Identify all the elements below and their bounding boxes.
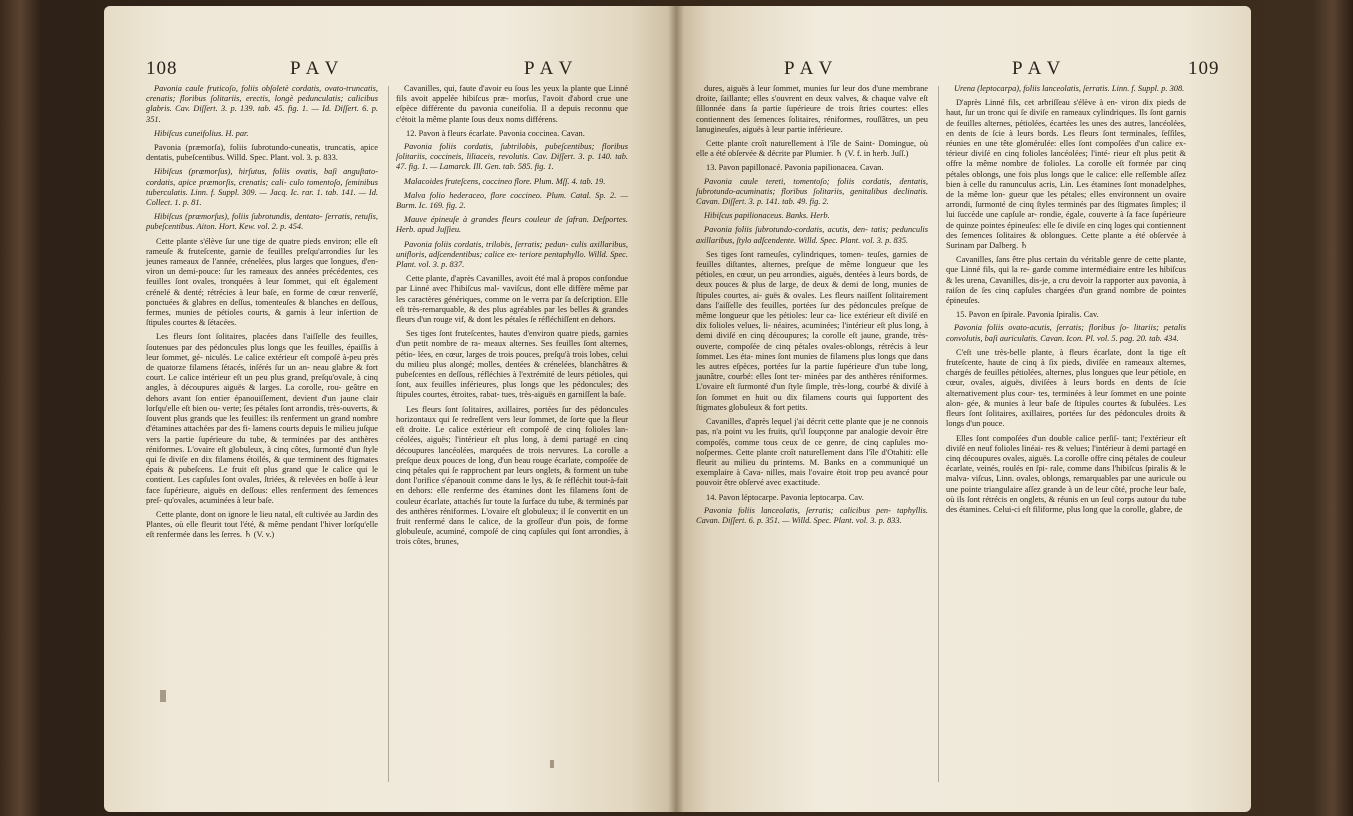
left-running-head <box>104 58 676 86</box>
left-running-title: P A V <box>290 58 340 79</box>
paragraph: Mauve épineuſe à grandes fleurs couleur de ſafran. Deſportes. Herb. apud Juſſieu. <box>396 215 628 235</box>
paragraph: Cavanilles, ſans être plus certain du véritable genre de cette plante, que Linné fils, qui la re- garde comme intermédiaire entre les hibiſcus & les urena, Cavanilles, dis-je, a cru devoir la rapporter aux pavonia, à raiſon de ſes cinq capſules chargées d'un grand nombre de pointes épineuſes. <box>946 255 1186 306</box>
paragraph: Les fleurs ſont ſolitaires, axillaires, portées ſur des pédoncules horizontaux qui ſe redreſſent vers leur ſommet, de ſorte que la fleur eſt droite. Le calice extérieur eſt compoſé de cinq folioles lan- céolées, aiguës; l'intérieur eſt plus long, à demi partagé en cinq découpures lancéolées, marquées de trois nervures. La corolle a preſque deux pouces de long, d'un beau rouge écarlate, compoſée de cinq pétales qui ſe rapprochent par leurs onglets, & forment un tube dont l'orifice s'épanouit comme dans le lys, & ſe réfléchit tout-à-fait en dehors: elle renferme des étamines dont les filamens ſont de couleur écarlate, attachés ſur toute la ſurface du tube, & terminés par des anthères réniformes. L'ovaire eſt globuleux; il ſe convertit en un fruit renfermé dans le calice, de la groſſeur d'un pois, de forme globuleuſe, acuminé, compoſé de cinq capſules qui ſont arrondies, à trois côtes, brunes, <box>396 404 628 547</box>
paragraph: Cette plante s'élève ſur une tige de quatre pieds environ; elle eſt rameuſe & fruteſcente, garnie de feuilles preſqu'arrondies ſur les jeunes rameaux de l'année, crénelées, plus larges que longues, d'en- viron un demi-pouce: ſur les rameaux des années précédentes, ces feuilles ſont ovales, tronquées à leur ſommet, qui eſt également crénelé & denté; rétrécies à leur baſe, en forme de cœur renverſé, ponctuées & glabres en deſſus, tomenteuſes & blanches en deſſous, fermes, munies de pétioles courts, & garnis à leur inſertion de ſtipules courtes & ſétacées. <box>146 236 378 328</box>
left-column-title: P A V <box>524 58 574 79</box>
paragraph: 14. Pavon léptocarpe. Pavonia leptocarpa. Cav. <box>706 492 864 502</box>
paragraph: Pavonia (præmorſa), foliis ſubrotundo-cuneatis, truncatis, apice dentatis, pubeſcentibus. Willd. Spec. Plant. vol. 3. p. 833. <box>146 143 378 163</box>
paragraph: Pavonia foliis cordatis, trilobis, ſerratis; pedun- culis axillaribus, unifloris, adſcendentibus; calice ex- teriore pentaphyllo. Willd. Spec. Plant. vol. 3. p. 837. <box>396 239 628 270</box>
paragraph: Hibiſcus (præmorſus), hirſutus, foliis ovatis, baſi anguſtato-cordatis, apice præmorſis, crenatis; cali- culo tomentoſo, ſeminibus tuberculatis. Linn. f. Suppl. 309. — Jacq. Ic. rar. 1. tab. 141. — Id. Collect. 1. p. 81. <box>146 167 378 208</box>
paragraph: Pavonia foliis lanceolatis, ſerratis; calicibus pen- taphyllis. Cavan. Diſſert. 6. p. 351. — Willd. Spec. Plant. vol. 3. p. 833. <box>696 505 928 525</box>
paragraph: D'après Linné fils, cet arbriſſeau s'élève à en- viron dix pieds de haut, ſur un tronc qui ſe diviſe en rameaux cylindriques. Ils ſont garnis de feuilles alternes, pétiolées, écartées les unes des autres, lancéolées, en dents de ſcie à leurs bords. Les fleurs ſont terminales, ſeſſiles, réunies en une tête glomérulée: elles ſont compoſées d'un calice ex- térieur diviſé en cinq folioles lancéolées; l'inté- rieur eſt plus petit & offre la même nombre de folioles. La corolle eſt formée par cinq pétales oblongs, une fois plus longs que le calice: elle reſſemble aſſez bien à celle du ranunculus acris, Lin. Les étamines ſont monadelphes, de la même lon- gueur que les pétales; elles environnent un ovaire arrondi, ſurmonté de cinq ſtyles terminés par des ſtigmates ſimples; il lui ſuccède une capſule ar- rondie, égale, couverte à ſa face ſupérieure de quinze pointes épineuſes: elle ſe diviſe en cinq loges qui contiennent des ſemences ſolitaires & oblongues. Cette plante a été obſervée à Surinam par Dalberg. ♄ <box>946 98 1186 251</box>
paragraph: 15. Pavon en ſpirale. Pavonia ſpiralis. Cav. <box>956 310 1099 320</box>
left-column-1 <box>146 84 378 545</box>
paragraph: Urena (leptocarpa), foliis lanceolatis, ſerratis. Linn. f. Suppl. p. 308. <box>954 84 1185 93</box>
paragraph: Les fleurs ſont ſolitaires, placées dans l'aiſſelle des feuilles, ſoutenues par des pédoncules plus longs que les feuilles, épaiſſis à leur ſommet, gé- niculés. Le calice extérieur eſt compoſé à-peu près de quatorze filamens ſétacés, inſérés ſur un an- neau glabre & fort court. Le calice intérieur eſt un peu plus grand, preſqu'ovale, à cinq angles, à découpures aiguës & larges. La corolle, rou- geâtre en dehors avant ſon entier épanouiſſement, devient d'un jaune clair lorſqu'elle eſt bien ou- verte; ſes pétales ſont arrondis, très-ouverts, & ſouvent plus grands que les feuilles: ils renferment un grand nombre d'étamines attachées par des fi- lamens courts depuis le milieu juſque vers la partie ſupérieure du tube, & terminées par des anthères réniformes. L'ovaire eſt globuleux, à cinq côtes, ſurmonté d'un ſtyle qui ſe diviſe en dix filamens étoilés, & que terminent des ſtigmates épais & pubeſcens. Le fruit eſt plus grand que le calice qui le contient. Les capſules ſont ovales, ſtriées, & relevées en boſſe à leur face ſupérieure, aiguës en deſſous: elles renferment des ſemences preſ- qu'ovales, acuminées à leur baſe. <box>146 332 378 505</box>
left-column-rule <box>388 86 389 782</box>
paragraph: Pavonia foliis cordatis, ſubtrilobis, pubeſcentibus; floribus ſolitariis, coccineis, liliaceis, revolutis. Cav. Diſſert. 3. p. 140. tab. 47. fig. 1. — Lamarck. Ill. Gen. tab. 585. fig. 1. <box>396 142 628 172</box>
right-column-rule <box>938 86 939 782</box>
right-column-1 <box>696 84 928 530</box>
ink-mark <box>160 690 166 702</box>
left-page-number: 108 <box>146 58 178 79</box>
paragraph: Pavonia foliis ſubrotundo-cordatis, acutis, den- tatis; pedunculis axillaribus, ſtylo adſcendente. Willd. Spec. Plant. vol. 3. p. 835. <box>696 225 928 245</box>
paragraph: Ses tiges ſont fruteſcentes, hautes d'environ quatre pieds, garnies d'un petit nombre de ra- meaux alternes. Ses feuilles ſont alternes, pétio- lées, en cœur, larges de trois pouces, preſqu'à trois lobes, celui du milieu plus alongé; molles, dentées & crénelées, blanchâtres & pubeſcentes en deſſous, réfléchies à l'extrémité de leurs pétioles, qui ſont, aux feuilles inférieures, plus longs que les pédoncules; des ſtipules courtes, étroites, rabat- tues, très-aiguës en garniſſent la baſe. <box>396 329 628 400</box>
paragraph: Elles ſont compoſées d'un double calice perſiſ- tant; l'extérieur eſt diviſé en neuf folioles linéai- res & velues; l'intérieur à demi partagé en cinq découpures ovales, aiguës. La corolle offre cinq pétales de couleur écarlate, veinés, roulés en ſpi- rale, comme dans l'hibiſcus ſpiralis & le malva- viſcus, Linn. ovales, oblongs, remarquables par une auricule ou une pointe triangulaire aſſez grande à un de leur côté, proche leur baſe, où ils ſont rétrécis en onglets, & réunis en un ſeul corps autour du tube des étamines. Celui-ci eſt filiforme, plus long que la corolle, glabre, de <box>946 433 1186 514</box>
paragraph: Cette plante, dont on ignore le lieu natal, eſt cultivée au Jardin des Plantes, où elle fleurit tout l'été, & même pendant l'hiver lorſqu'elle eſt renfermée dans les ſerres. ♄ (V. v.) <box>146 509 378 540</box>
paragraph: Pavonia foliis ovato-acutis, ſerratis; floribus ſo- litariis; petalis convolutis, baſi auriculatis. Cavan. Icon. Pl. vol. 5. pag. 20. tab. 434. <box>946 323 1186 343</box>
book-gutter <box>668 6 684 812</box>
left-page <box>104 6 676 812</box>
paragraph: dures, aiguës à leur ſommet, munies ſur leur dos d'une membrane droite, ſaillante; elles s'ouvrent en deux valves, & chaque valve eſt ſillonnée dans ſa partie ſupérieure de trois ſtries courtes: elles contiennent des ſemences ſolitaires, réniformes, rouſſâtres, un peu lanugineuſes, aiguës à leur partie inférieure. <box>696 84 928 134</box>
paragraph: Cette plante croît naturellement à l'île de Saint- Domingue, où elle a été obſervée & décrite par Plumier. ♄ (V. f. in herb. Juſſ.) <box>696 139 928 159</box>
paragraph: Pavonia caule tereti, tomentoſo; foliis cordatis, dentatis, ſubrotundo-acuminatis; floribus ſolitariis, genitalibus declinatis. Cavan. Diſſert. 3. p. 141. tab. 49. fig. 2. <box>696 176 928 207</box>
paragraph: Hibiſcus papilionaceus. Banks. Herb. <box>704 211 830 221</box>
right-running-title: P A V <box>1012 58 1062 79</box>
right-column-title: P A V <box>784 58 834 79</box>
paragraph: C'eſt une très-belle plante, à fleurs écarlate, dont la tige eſt fruteſcente, haute de cinq à ſix pieds, diviſée en rameaux alternes, chargés de feuilles pétiolées, alternes, plus longues que leur pétiole, en cœur, ovales, aiguës, diviſées à leurs bords en dents de ſcie alternativement plus cour- tes, terminées à leur ſommet en une pointe alon- gée, & munies à leur baſe de ſtipules courtes & ſubulées. Les fleurs ſont ſolitaires, axillaires, portées ſur des pédoncules droits & longs d'un pouce. <box>946 347 1186 429</box>
paragraph: Pavonia caule fruticoſo, foliis obſoletè cordatis, ovato-truncatis, crenatis; floribus ſolitariis, erectis, longè pedunculatis; calicibus glabris. Cav. Diſſert. 3. p. 139. tab. 45. fig. 1. — Id. Diſſert. 6. p. 351. <box>146 84 378 124</box>
right-running-head <box>676 58 1251 86</box>
paragraph: Hibiſcus cuneifolius. H. par. <box>154 128 249 138</box>
paragraph: Hibiſcus (præmorſus), foliis ſubrotundis, dentato- ſerratis, retuſis, pubeſcentibus. Aiton. Hort. Kew. vol. 2. p. 454. <box>146 212 378 232</box>
paragraph: 13. Pavon papillonacé. Pavonia papilionacea. Cavan. <box>706 163 884 173</box>
paragraph: Ses tiges ſont rameuſes, cylindriques, tomen- teuſes, garnies de feuilles diſtantes, alternes, preſque de même longueur que les pétioles, en cœur, un peu arrondies, aiguës, dentées à leurs bords, de deux pouces & plus de large, de deux & demi de long, munies de ſtipules courtes, ai- guës & ovales. Les fleurs naiſſent ſolitairement dans l'aiſſelle des feuilles, portées ſur des pédoncules preſque de même longueur que les pétioles: leur ca- lice extérieur eſt diviſé en dix folioles velues, li- néaires, acuminées; l'intérieur eſt plus long, à demi diviſé en cinq découpures; la corolle eſt jaune, grande, très-ouverte, compoſée de cinq pétales ovales-oblongs, rétrécis à leur ſommet. Les éta- mines ſont munies de filamens plus longs que dans les autres eſpèces, portées ſur la partie ſupérieure d'un tube long, jaunâtre, courbé: elles ſont ter- minées par des anthères réniformes. L'ovaire eſt ſurmonté d'un ſtyle ſimple, très-long, courbé & diviſé à ſon ſommet en huit ou dix filamens courts qui ſupportent des ſtigmates globuleux & fort petits. <box>696 249 928 412</box>
right-column-2 <box>946 84 1186 519</box>
ink-mark <box>550 760 554 768</box>
paragraph: Cavanilles, qui, faute d'avoir eu ſous les yeux la plante que Linné fils avoit appelée hibiſcus præ- morſus, l'avoit d'abord crue une eſpèce différente du pavonia cuneifolia. Il a depuis reconnu que c'étoit la même plante ſous deux noms différens. <box>396 84 628 124</box>
paragraph: Cette plante, d'après Cavanilles, avoit été mal à propos confondue par Linné avec l'hibiſcus mal- vaviſcus, dont elle diffère même par les caractères génériques, comme on le verra par ſa deſcription. Elle eſt très-remarquable, & des plus agréables par les belles & grandes fleurs d'un rouge vif, & dont les pétales ſe réfléchiſſent en dehors. <box>396 274 628 325</box>
right-page <box>676 6 1251 812</box>
paragraph: 12. Pavon à fleurs écarlate. Pavonia coccinea. Cavan. <box>406 128 585 138</box>
paragraph: Malacoides fruteſcens, coccineo flore. Plum. Mſſ. 4. tab. 19. <box>404 176 606 186</box>
paragraph: Cavanilles, d'après lequel j'ai décrit cette plante que je ne connois pas, n'a point vu les fruits, qu'il ſoupçonne par analogie devoir être compoſés, comme tous ceux de ce genre, de cinq capſules mo- noſpermes. Cette plante croît naturellement dans l'île d'Otahiti: elle fleurit au milieu du printems. M. Banks en a communiqué un exemplaire à Cava- nilles, mais l'ovaire étoit trop peu avancé pour pouvoir être obſervé avec exactitude. <box>696 417 928 488</box>
right-page-number: 109 <box>1188 58 1220 79</box>
left-column-2 <box>396 84 628 552</box>
paragraph: Malva folio hederaceo, flore coccineo. Plum. Catal. Sp. 2. — Burm. Ic. 169. fig. 2. <box>396 190 628 211</box>
